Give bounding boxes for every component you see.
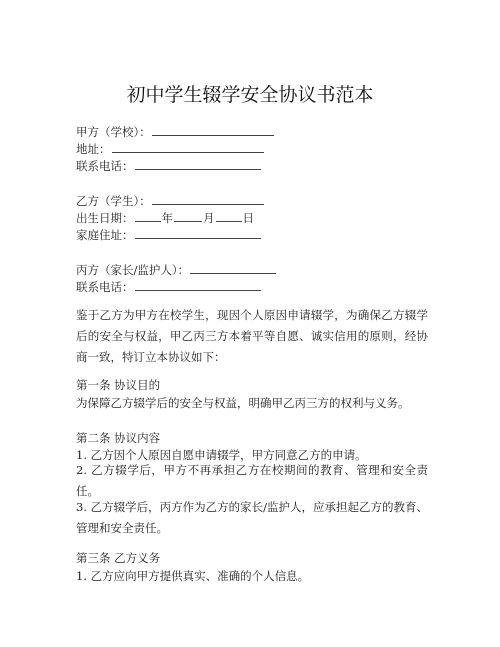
party-a-line — [76, 124, 436, 140]
article3-item1: 1. 乙方应向甲方提供真实、准确的个人信息。 — [76, 569, 310, 583]
party-c-phone-label: 联系电话： — [76, 280, 134, 294]
party-c-label: 丙方（家长/监护人）： — [76, 263, 190, 277]
party-a-address-label: 地址： — [76, 142, 111, 156]
article2-item2: 2. 乙方辍学后，甲方不再承担乙方在校期间的教育、管理和安全责任。 — [76, 463, 428, 498]
party-b-home-blank[interactable] — [135, 227, 261, 239]
article2-item1: 1. 乙方因个人原因自愿申请辍学，甲方同意乙方的申请。 — [76, 448, 367, 462]
birth-year-blank[interactable] — [135, 210, 161, 222]
party-b-home-line — [76, 227, 436, 243]
birth-day-blank[interactable] — [216, 210, 242, 222]
party-b-birth-line — [76, 210, 436, 226]
party-a-phone-line — [76, 158, 436, 174]
party-a-label: 甲方（学校）： — [76, 125, 151, 139]
party-c-line — [76, 262, 436, 278]
birth-month-label: 月 — [203, 211, 215, 225]
article2-heading: 第二条 协议内容 — [76, 431, 161, 445]
party-a-blank[interactable] — [152, 124, 274, 136]
party-a-address-blank[interactable] — [112, 141, 264, 153]
preamble-paragraph: 鉴于乙方为甲方在校学生，现因个人原因申请辍学，为确保乙方辍学后的安全与权益，甲乙丙三方本着平等自愿、诚实信用的原则，经协商一致，特订立本协议如下： — [76, 308, 428, 364]
birth-month-blank[interactable] — [174, 210, 202, 222]
party-a-phone-label: 联系电话： — [76, 159, 134, 173]
article2-item3: 3. 乙方辍学后，丙方作为乙方的家长/监护人，应承担起乙方的教育、管理和安全责任。 — [76, 500, 428, 535]
article1-heading: 第一条 协议目的 — [76, 378, 161, 392]
party-b-home-label: 家庭住址： — [76, 228, 134, 242]
birth-day-label: 日 — [242, 211, 254, 225]
party-a-address-line — [76, 141, 436, 157]
party-b-line — [76, 193, 436, 209]
party-c-blank[interactable] — [190, 262, 276, 274]
party-b-label: 乙方（学生）： — [76, 194, 151, 208]
document-title: 初中学生辍学安全协议书范本 — [126, 84, 374, 106]
article1-text: 为保障乙方辍学后的安全与权益，明确甲乙丙三方的权利与义务。 — [76, 396, 410, 410]
birth-year-label: 年 — [161, 211, 173, 225]
party-c-phone-line — [76, 279, 436, 295]
party-c-phone-blank[interactable] — [135, 279, 261, 291]
party-a-phone-blank[interactable] — [135, 158, 261, 170]
party-b-blank[interactable] — [152, 193, 264, 205]
party-b-birth-label: 出生日期： — [76, 211, 134, 225]
article3-heading: 第三条 乙方义务 — [76, 551, 161, 565]
